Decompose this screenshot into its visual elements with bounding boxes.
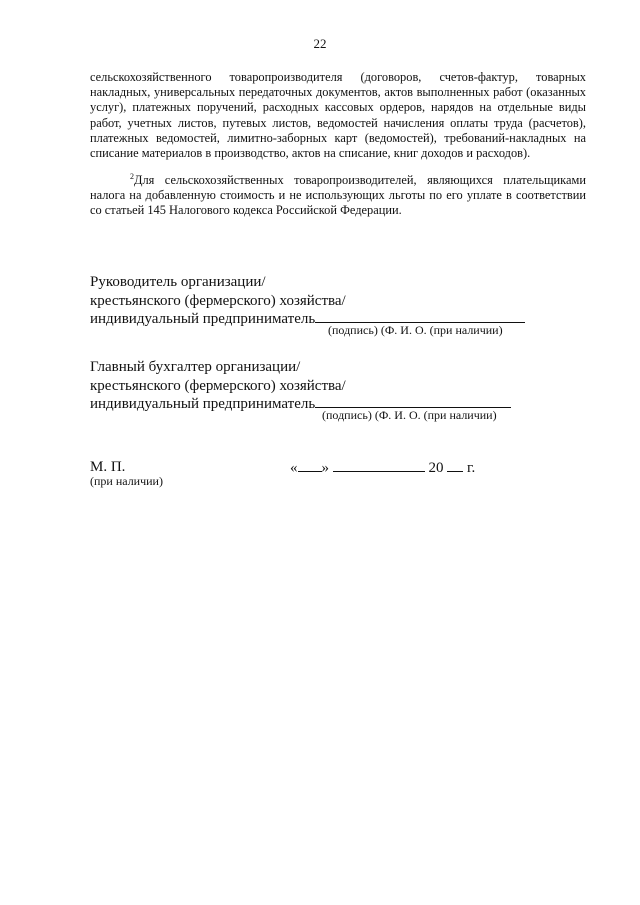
head-title-line3: индивидуальный предприниматель — [90, 311, 316, 327]
stamp-note: (при наличии) — [90, 474, 163, 488]
year-suffix: г. — [467, 460, 476, 476]
date-line — [290, 459, 475, 477]
accountant-title-line3: индивидуальный предприниматель — [90, 396, 316, 412]
accountant-signature-line[interactable] — [315, 395, 511, 408]
page-number: 22 — [313, 36, 327, 51]
accountant-signature-block — [90, 358, 511, 414]
year-blank[interactable] — [447, 459, 463, 472]
head-signature-block — [90, 273, 525, 329]
month-blank[interactable] — [333, 459, 425, 472]
accountant-title-line1: Главный бухгалтер организации/ — [90, 359, 301, 375]
footnote-paragraph — [90, 173, 586, 219]
paragraph-documents-list: сельскохозяйственного товаропроизводителя (договоров, счетов-фактур, товарных накладных, универсальных передаточных документов, актов выполненных работ (оказанных услуг), платежных поручений, расходных кассовых ордеров, нарядов на отдельные виды работ, учетных листов, путевых листов, ведомостей начисления оплаты труда (расчетов), платежных ведомостей, лимитно-заборных карт (ведомостей), требований-накладных на списание материалов в производство, актов на списание, книг доходов и расходов). — [90, 70, 586, 161]
stamp-label: М. П. — [90, 459, 126, 475]
head-signature-line[interactable] — [315, 310, 525, 323]
footnote-marker: 2 — [130, 172, 134, 181]
head-title-line2: крестьянского (фермерского) хозяйства/ — [90, 292, 346, 309]
day-blank[interactable] — [298, 459, 322, 472]
date-open-quote: « — [290, 460, 298, 476]
year-prefix: 20 — [428, 460, 444, 476]
accountant-title-line2: крестьянского (фермерского) хозяйства/ — [90, 377, 346, 394]
head-signature-hint: (подпись) (Ф. И. О. (при наличии) — [328, 323, 503, 337]
accountant-signature-hint: (подпись) (Ф. И. О. (при наличии) — [322, 408, 497, 422]
head-title-line1: Руководитель организации/ — [90, 274, 266, 290]
footnote-text: Для сельскохозяйственных товаропроизводителей, являющихся плательщиками налога на добавленную стоимость и не использующих льготы по его уплате в соответствии со статьей 145 Налогового кодекса Российской Федерации. — [90, 173, 586, 218]
date-close-quote: » — [321, 460, 329, 476]
